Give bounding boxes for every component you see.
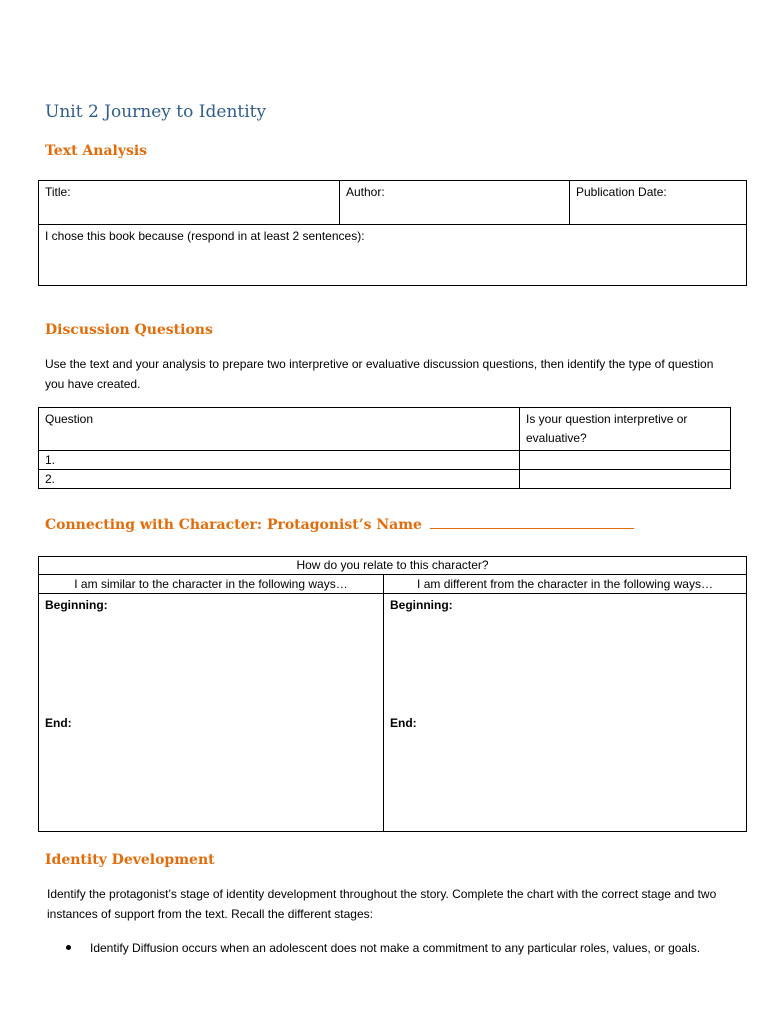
author-cell[interactable]	[340, 181, 570, 225]
discussion-table	[38, 407, 731, 489]
bullet-icon	[66, 945, 71, 950]
similar-beginning-label: Beginning:	[45, 598, 108, 612]
similar-header: I am similar to the character in the following ways…	[39, 575, 384, 594]
publication-date-cell[interactable]	[570, 181, 747, 225]
similar-cell[interactable]	[39, 594, 384, 832]
title-label: Title:	[45, 185, 71, 199]
list-item-text: Identify Diffusion occurs when an adolescent does not make a commitment to any particular roles, values, or goals.	[90, 941, 701, 955]
question-2-type-cell[interactable]	[520, 470, 731, 489]
different-beginning-label: Beginning:	[390, 598, 453, 612]
different-cell[interactable]	[384, 594, 747, 832]
text-analysis-heading: Text Analysis	[45, 143, 148, 159]
list-item	[66, 938, 716, 958]
character-table-title: How do you relate to this character?	[39, 557, 747, 575]
similar-end-label: End:	[45, 716, 72, 730]
text-analysis-table	[38, 180, 747, 286]
identity-instructions: Identify the protagonist’s stage of identity development throughout the story. Complete the chart with the correct stage and two instances of support from the text. Recall the different stages:	[47, 887, 717, 921]
reason-label: I chose this book because (respond in at least 2 sentences):	[45, 229, 365, 243]
question-1-type-cell[interactable]	[520, 451, 731, 470]
different-end-label: End:	[390, 716, 417, 730]
reason-cell[interactable]	[39, 225, 747, 286]
title-cell[interactable]	[39, 181, 340, 225]
publication-date-label: Publication Date:	[576, 185, 667, 199]
discussion-instructions: Use the text and your analysis to prepare two interpretive or evaluative discussion questions, then identify the type of question you have created.	[45, 357, 714, 391]
different-header: I am different from the character in the following ways…	[384, 575, 747, 594]
stages-list	[66, 938, 716, 958]
character-heading-text: Connecting with Character: Protagonist’s Name	[45, 517, 422, 533]
author-label: Author:	[346, 185, 385, 199]
page-title: Unit 2 Journey to Identity	[45, 102, 267, 122]
question-header: Question	[39, 408, 520, 451]
character-table	[38, 556, 747, 832]
question-1-cell[interactable]: 1.	[39, 451, 520, 470]
question-type-header: Is your question interpretive or evaluative?	[520, 408, 731, 451]
question-2-cell[interactable]: 2.	[39, 470, 520, 489]
character-heading	[45, 517, 634, 533]
discussion-heading: Discussion Questions	[45, 322, 213, 338]
identity-heading: Identity Development	[45, 852, 215, 868]
protagonist-name-blank[interactable]	[430, 527, 634, 529]
